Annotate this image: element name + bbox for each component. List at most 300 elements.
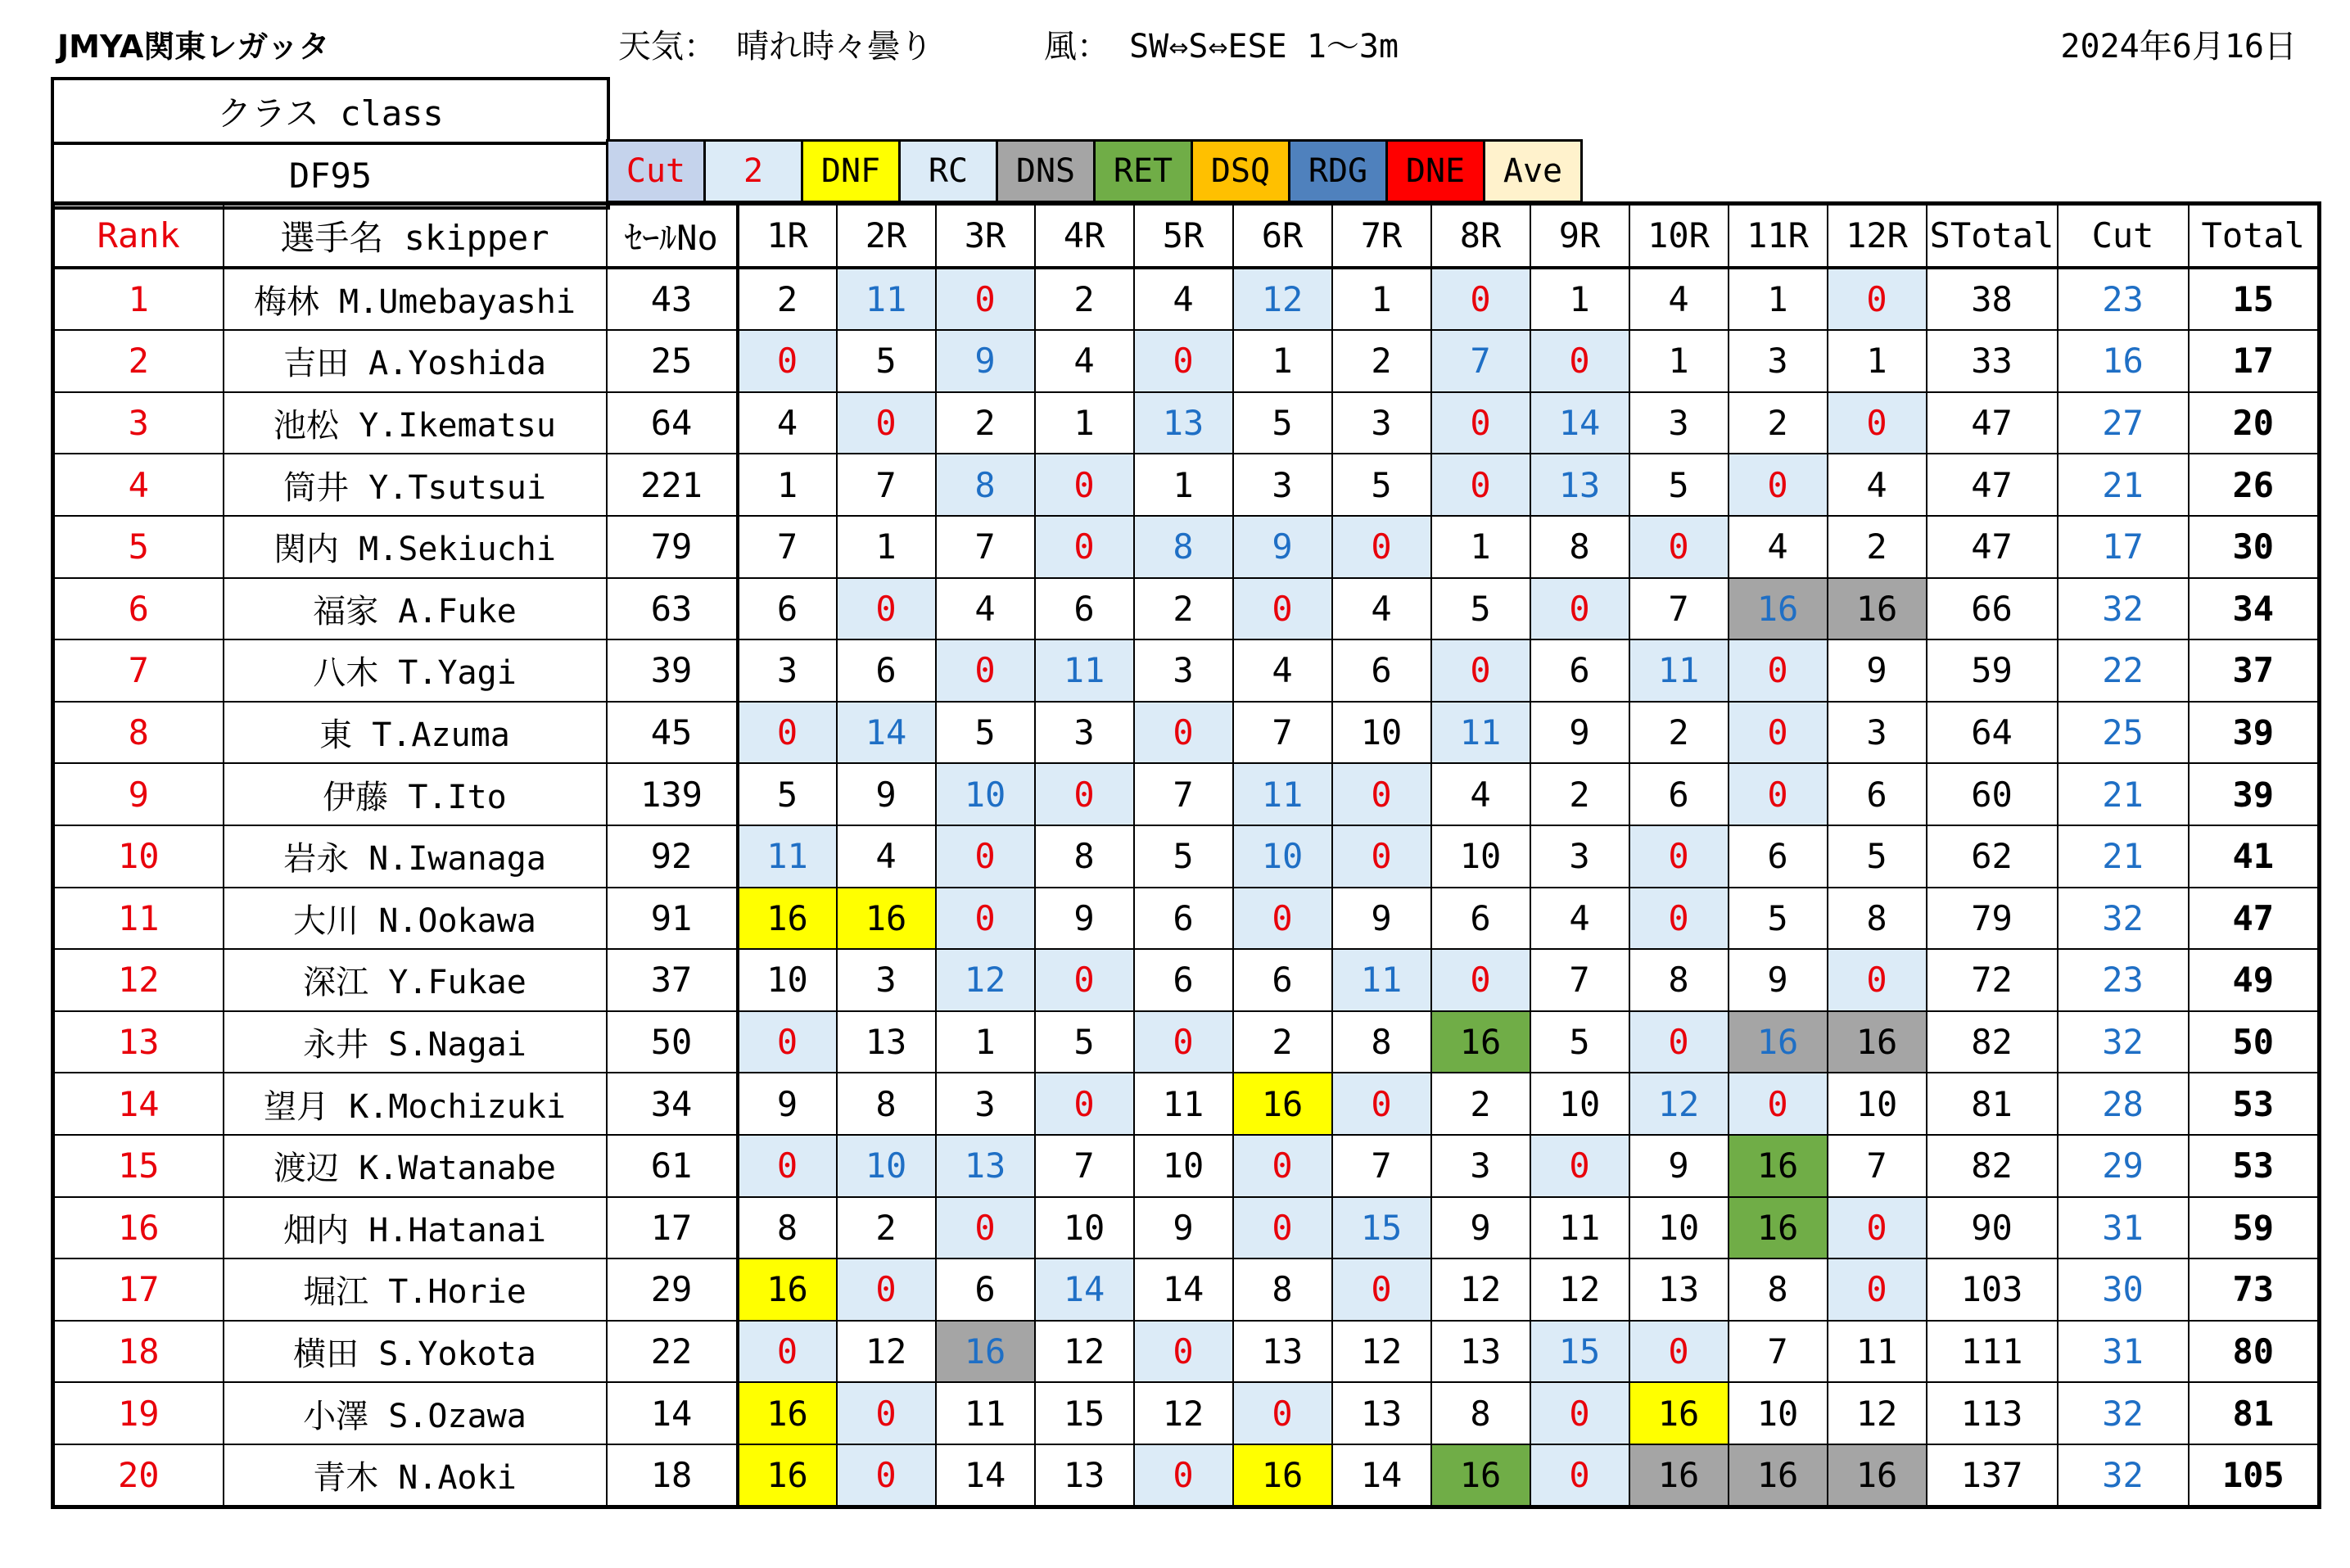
rank-cell: 4 [53,454,224,516]
rank-cell: 3 [53,392,224,454]
total-cell: 37 [2189,639,2320,702]
sail-no-cell: 22 [607,1321,738,1383]
cut-cell: 32 [2058,1011,2189,1073]
race-score-cell: 4 [1431,763,1530,825]
race-score-cell: 16 [738,1444,837,1507]
column-header: 7R [1332,204,1431,268]
column-header: 11R [1729,204,1828,268]
race-score-cell: 0 [837,1258,936,1321]
cut-cell: 27 [2058,392,2189,454]
race-score-cell: 0 [1233,578,1332,640]
cut-cell: 31 [2058,1321,2189,1383]
sail-no-cell: 79 [607,516,738,578]
legend-ave: Ave [1485,141,1582,202]
race-score-cell: 7 [738,516,837,578]
table-row [53,1444,2320,1507]
cut-cell: 21 [2058,763,2189,825]
race-score-cell: 4 [1233,639,1332,702]
race-score-cell: 13 [1035,1444,1134,1507]
race-score-cell: 16 [738,1382,837,1444]
total-cell: 73 [2189,1258,2320,1321]
race-score-cell: 8 [1332,1011,1431,1073]
race-score-cell: 7 [1332,1135,1431,1197]
race-score-cell: 4 [1629,268,1729,331]
race-score-cell: 12 [1828,1382,1927,1444]
skipper-cell: 八木 T.Yagi [224,639,607,702]
race-score-cell: 0 [1233,1382,1332,1444]
race-score-cell: 6 [1332,639,1431,702]
race-score-cell: 7 [936,516,1035,578]
race-score-cell: 2 [1332,330,1431,392]
race-score-cell: 0 [1828,392,1927,454]
race-score-cell: 16 [738,888,837,950]
race-score-cell: 8 [1629,949,1729,1011]
race-score-cell: 5 [1431,578,1530,640]
race-score-cell: 7 [1828,1135,1927,1197]
race-score-cell: 3 [1332,392,1431,454]
legend-rdg: RDG [1290,141,1387,202]
stotal-cell: 60 [1927,763,2058,825]
race-score-cell: 5 [1233,392,1332,454]
rank-cell: 18 [53,1321,224,1383]
race-score-cell: 0 [738,330,837,392]
race-score-cell: 6 [1431,888,1530,950]
table-row [53,1382,2320,1444]
legend-dsq: DSQ [1192,141,1290,202]
race-score-cell: 3 [1035,702,1134,764]
sail-no-cell: 50 [607,1011,738,1073]
race-score-cell: 5 [1729,888,1828,950]
table-row [53,1073,2320,1135]
race-score-cell: 4 [1035,330,1134,392]
race-score-cell: 1 [1332,268,1431,331]
sail-no-cell: 64 [607,392,738,454]
race-score-cell: 0 [1431,454,1530,516]
sail-no-cell: 14 [607,1382,738,1444]
sail-no-cell: 25 [607,330,738,392]
race-score-cell: 4 [1134,268,1233,331]
race-score-cell: 0 [1530,1444,1629,1507]
total-cell: 105 [2189,1444,2320,1507]
total-cell: 59 [2189,1197,2320,1259]
race-score-cell: 5 [1629,454,1729,516]
race-score-cell: 10 [1035,1197,1134,1259]
stotal-cell: 82 [1927,1135,2058,1197]
skipper-cell: 福家 A.Fuke [224,578,607,640]
skipper-cell: 東 T.Azuma [224,702,607,764]
race-score-cell: 0 [1629,1321,1729,1383]
table-row [53,578,2320,640]
race-score-cell: 16 [936,1321,1035,1383]
race-score-cell: 14 [936,1444,1035,1507]
race-score-cell: 0 [1431,639,1530,702]
race-score-cell: 4 [936,578,1035,640]
race-score-cell: 3 [936,1073,1035,1135]
race-score-cell: 0 [1530,330,1629,392]
rank-cell: 17 [53,1258,224,1321]
total-cell: 30 [2189,516,2320,578]
race-score-cell: 16 [1629,1444,1729,1507]
race-score-cell: 0 [1530,1382,1629,1444]
race-score-cell: 0 [1035,454,1134,516]
race-score-cell: 0 [1035,763,1134,825]
race-score-cell: 0 [837,1382,936,1444]
race-score-cell: 10 [738,949,837,1011]
stotal-cell: 47 [1927,392,2058,454]
column-header: 8R [1431,204,1530,268]
column-header: 5R [1134,204,1233,268]
race-score-cell: 0 [1828,268,1927,331]
race-score-cell: 2 [1828,516,1927,578]
race-score-cell: 7 [1629,578,1729,640]
race-score-cell: 1 [936,1011,1035,1073]
race-score-cell: 13 [1530,454,1629,516]
race-score-cell: 9 [837,763,936,825]
race-score-cell: 16 [1431,1444,1530,1507]
skipper-cell: 望月 K.Mochizuki [224,1073,607,1135]
race-score-cell: 5 [738,763,837,825]
race-date: 2024年6月16日 [2060,28,2297,66]
sail-no-cell: 17 [607,1197,738,1259]
race-score-cell: 10 [1332,702,1431,764]
race-score-cell: 16 [1629,1382,1729,1444]
sail-no-cell: 61 [607,1135,738,1197]
rank-cell: 9 [53,763,224,825]
race-score-cell: 9 [936,330,1035,392]
rank-cell: 11 [53,888,224,950]
column-header: 選手名 skipper [224,204,607,268]
sail-no-cell: 63 [607,578,738,640]
race-score-cell: 14 [1530,392,1629,454]
race-score-cell: 10 [1828,1073,1927,1135]
race-score-cell: 1 [1134,454,1233,516]
sail-no-cell: 34 [607,1073,738,1135]
table-row [53,1011,2320,1073]
total-cell: 15 [2189,268,2320,331]
race-score-cell: 10 [1134,1135,1233,1197]
race-score-cell: 0 [936,1197,1035,1259]
race-score-cell: 1 [1431,516,1530,578]
race-score-cell: 1 [738,454,837,516]
race-score-cell: 0 [738,1011,837,1073]
race-score-cell: 4 [1828,454,1927,516]
table-row [53,639,2320,702]
stotal-cell: 66 [1927,578,2058,640]
race-score-cell: 0 [1233,888,1332,950]
race-score-cell: 7 [1530,949,1629,1011]
sail-no-cell: 91 [607,888,738,950]
stotal-cell: 137 [1927,1444,2058,1507]
legend-cut: Cut [608,141,705,202]
race-score-cell: 6 [1629,763,1729,825]
race-score-cell: 3 [1431,1135,1530,1197]
race-score-cell: 0 [1729,702,1828,764]
rank-cell: 12 [53,949,224,1011]
race-score-cell: 15 [1332,1197,1431,1259]
total-cell: 39 [2189,763,2320,825]
race-score-cell: 7 [1431,330,1530,392]
race-score-cell: 9 [1828,639,1927,702]
race-score-cell: 9 [1332,888,1431,950]
cut-cell: 21 [2058,825,2189,888]
race-score-cell: 11 [1530,1197,1629,1259]
color-legend [606,139,1583,203]
legend-dne: DNE [1387,141,1485,202]
race-score-cell: 10 [1629,1197,1729,1259]
cut-cell: 32 [2058,888,2189,950]
race-score-cell: 12 [837,1321,936,1383]
race-score-cell: 9 [1729,949,1828,1011]
skipper-cell: 関内 M.Sekiuchi [224,516,607,578]
race-score-cell: 1 [1233,330,1332,392]
race-score-cell: 0 [1134,1321,1233,1383]
skipper-cell: 伊藤 T.Ito [224,763,607,825]
race-score-cell: 6 [738,578,837,640]
column-header: 3R [936,204,1035,268]
race-score-cell: 4 [837,825,936,888]
race-score-cell: 11 [837,268,936,331]
race-score-cell: 4 [1729,516,1828,578]
race-score-cell: 9 [1233,516,1332,578]
race-score-cell: 0 [1134,330,1233,392]
race-score-cell: 12 [1233,268,1332,331]
race-score-cell: 9 [1431,1197,1530,1259]
race-score-cell: 0 [1431,392,1530,454]
race-score-cell: 8 [1729,1258,1828,1321]
race-score-cell: 13 [837,1011,936,1073]
race-score-cell: 0 [1431,949,1530,1011]
race-score-cell: 6 [1530,639,1629,702]
race-score-cell: 8 [1134,516,1233,578]
race-score-cell: 12 [1530,1258,1629,1321]
rank-cell: 13 [53,1011,224,1073]
race-score-cell: 0 [1035,949,1134,1011]
race-score-cell: 0 [1828,1258,1927,1321]
race-score-cell: 0 [1134,1011,1233,1073]
race-score-cell: 0 [1332,516,1431,578]
race-score-cell: 0 [837,578,936,640]
cut-cell: 29 [2058,1135,2189,1197]
race-score-cell: 0 [1729,1073,1828,1135]
column-header: Total [2189,204,2320,268]
total-cell: 34 [2189,578,2320,640]
race-score-cell: 13 [1629,1258,1729,1321]
race-score-cell: 2 [1134,578,1233,640]
race-score-cell: 0 [1629,516,1729,578]
cut-cell: 30 [2058,1258,2189,1321]
race-score-cell: 5 [1035,1011,1134,1073]
race-score-cell: 6 [1729,825,1828,888]
race-score-cell: 12 [936,949,1035,1011]
race-score-cell: 3 [738,639,837,702]
race-score-cell: 3 [1530,825,1629,888]
race-score-cell: 6 [1828,763,1927,825]
race-score-cell: 2 [1729,392,1828,454]
class-label: クラス class [52,79,608,143]
race-score-cell: 3 [1233,454,1332,516]
race-score-cell: 2 [1431,1073,1530,1135]
race-score-cell: 0 [1233,1197,1332,1259]
rank-cell: 19 [53,1382,224,1444]
race-score-cell: 5 [1828,825,1927,888]
column-header: 6R [1233,204,1332,268]
race-score-cell: 3 [837,949,936,1011]
race-score-cell: 16 [837,888,936,950]
total-cell: 53 [2189,1135,2320,1197]
legend-dns: DNS [997,141,1095,202]
race-score-cell: 13 [1332,1382,1431,1444]
race-score-cell: 8 [1530,516,1629,578]
skipper-cell: 横田 S.Yokota [224,1321,607,1383]
race-score-cell: 16 [1729,1011,1828,1073]
column-header: 4R [1035,204,1134,268]
skipper-cell: 岩永 N.Iwanaga [224,825,607,888]
race-score-cell: 2 [738,268,837,331]
column-header: 9R [1530,204,1629,268]
race-score-cell: 0 [1729,763,1828,825]
cut-cell: 32 [2058,578,2189,640]
race-score-cell: 14 [1035,1258,1134,1321]
race-score-cell: 14 [1332,1444,1431,1507]
total-cell: 50 [2189,1011,2320,1073]
race-score-cell: 11 [936,1382,1035,1444]
race-score-cell: 0 [1332,825,1431,888]
race-score-cell: 13 [1134,392,1233,454]
legend-ret: RET [1095,141,1192,202]
stotal-cell: 82 [1927,1011,2058,1073]
race-score-cell: 1 [1729,268,1828,331]
cut-cell: 23 [2058,949,2189,1011]
race-score-cell: 16 [1828,1011,1927,1073]
race-score-cell: 5 [837,330,936,392]
race-score-cell: 5 [1332,454,1431,516]
race-score-cell: 8 [1828,888,1927,950]
total-cell: 20 [2189,392,2320,454]
race-score-cell: 7 [837,454,936,516]
race-score-cell: 3 [1828,702,1927,764]
race-score-cell: 9 [1530,702,1629,764]
race-score-cell: 0 [1134,1444,1233,1507]
race-score-cell: 0 [1629,1011,1729,1073]
race-score-cell: 4 [738,392,837,454]
cut-cell: 28 [2058,1073,2189,1135]
race-score-cell: 7 [1035,1135,1134,1197]
race-score-cell: 0 [1233,1135,1332,1197]
stotal-cell: 113 [1927,1382,2058,1444]
stotal-cell: 33 [1927,330,2058,392]
race-score-cell: 0 [738,1135,837,1197]
total-cell: 39 [2189,702,2320,764]
race-score-cell: 0 [1134,702,1233,764]
regatta-title: JMYA関東レガッタ [57,29,330,65]
stotal-cell: 64 [1927,702,2058,764]
race-score-cell: 0 [936,888,1035,950]
wind-info: 風： SW⇔S⇔ESE 1～3m [1044,28,1399,66]
table-row [53,330,2320,392]
race-score-cell: 6 [936,1258,1035,1321]
race-score-cell: 0 [1530,578,1629,640]
race-score-cell: 11 [738,825,837,888]
sail-no-cell: 221 [607,454,738,516]
race-score-cell: 16 [1729,1197,1828,1259]
race-score-cell: 16 [1431,1011,1530,1073]
skipper-cell: 渡辺 K.Watanabe [224,1135,607,1197]
race-score-cell: 10 [1530,1073,1629,1135]
skipper-cell: 青木 N.Aoki [224,1444,607,1507]
skipper-cell: 吉田 A.Yoshida [224,330,607,392]
column-header: 2R [837,204,936,268]
cut-cell: 23 [2058,268,2189,331]
column-header: 12R [1828,204,1927,268]
skipper-cell: 池松 Y.Ikematsu [224,392,607,454]
race-score-cell: 6 [1035,578,1134,640]
race-score-cell: 8 [738,1197,837,1259]
race-score-cell: 1 [1035,392,1134,454]
race-score-cell: 4 [1332,578,1431,640]
stotal-cell: 103 [1927,1258,2058,1321]
race-score-cell: 8 [1233,1258,1332,1321]
rank-cell: 8 [53,702,224,764]
total-cell: 53 [2189,1073,2320,1135]
table-row [53,392,2320,454]
race-score-cell: 0 [1332,1073,1431,1135]
table-row [53,949,2320,1011]
cut-cell: 31 [2058,1197,2189,1259]
class-value: DF95 [52,143,608,208]
table-row [53,702,2320,764]
race-score-cell: 0 [1629,888,1729,950]
cut-cell: 32 [2058,1382,2189,1444]
race-score-cell: 0 [1828,949,1927,1011]
race-score-cell: 7 [1134,763,1233,825]
race-score-cell: 16 [1729,1444,1828,1507]
total-cell: 81 [2189,1382,2320,1444]
race-score-cell: 2 [936,392,1035,454]
sail-no-cell: 139 [607,763,738,825]
race-score-cell: 9 [738,1073,837,1135]
table-header-row [53,204,2320,268]
race-score-cell: 2 [1530,763,1629,825]
race-score-cell: 16 [1233,1444,1332,1507]
race-score-cell: 1 [1629,330,1729,392]
skipper-cell: 深江 Y.Fukae [224,949,607,1011]
column-header: 1R [738,204,837,268]
results-table [51,201,2321,1509]
cut-cell: 32 [2058,1444,2189,1507]
race-score-cell: 11 [1431,702,1530,764]
race-score-cell: 11 [1035,639,1134,702]
stotal-cell: 38 [1927,268,2058,331]
race-score-cell: 7 [1233,702,1332,764]
race-score-cell: 0 [1530,1135,1629,1197]
race-score-cell: 15 [1530,1321,1629,1383]
sail-no-cell: 45 [607,702,738,764]
table-row [53,763,2320,825]
rank-cell: 6 [53,578,224,640]
rank-cell: 1 [53,268,224,331]
race-score-cell: 1 [1530,268,1629,331]
column-header: STotal [1927,204,2058,268]
race-score-cell: 6 [1134,949,1233,1011]
race-score-cell: 10 [1233,825,1332,888]
stotal-cell: 72 [1927,949,2058,1011]
total-cell: 80 [2189,1321,2320,1383]
race-score-cell: 0 [1035,1073,1134,1135]
race-score-cell: 0 [1629,825,1729,888]
race-score-cell: 2 [1629,702,1729,764]
race-score-cell: 0 [1431,268,1530,331]
stotal-cell: 62 [1927,825,2058,888]
